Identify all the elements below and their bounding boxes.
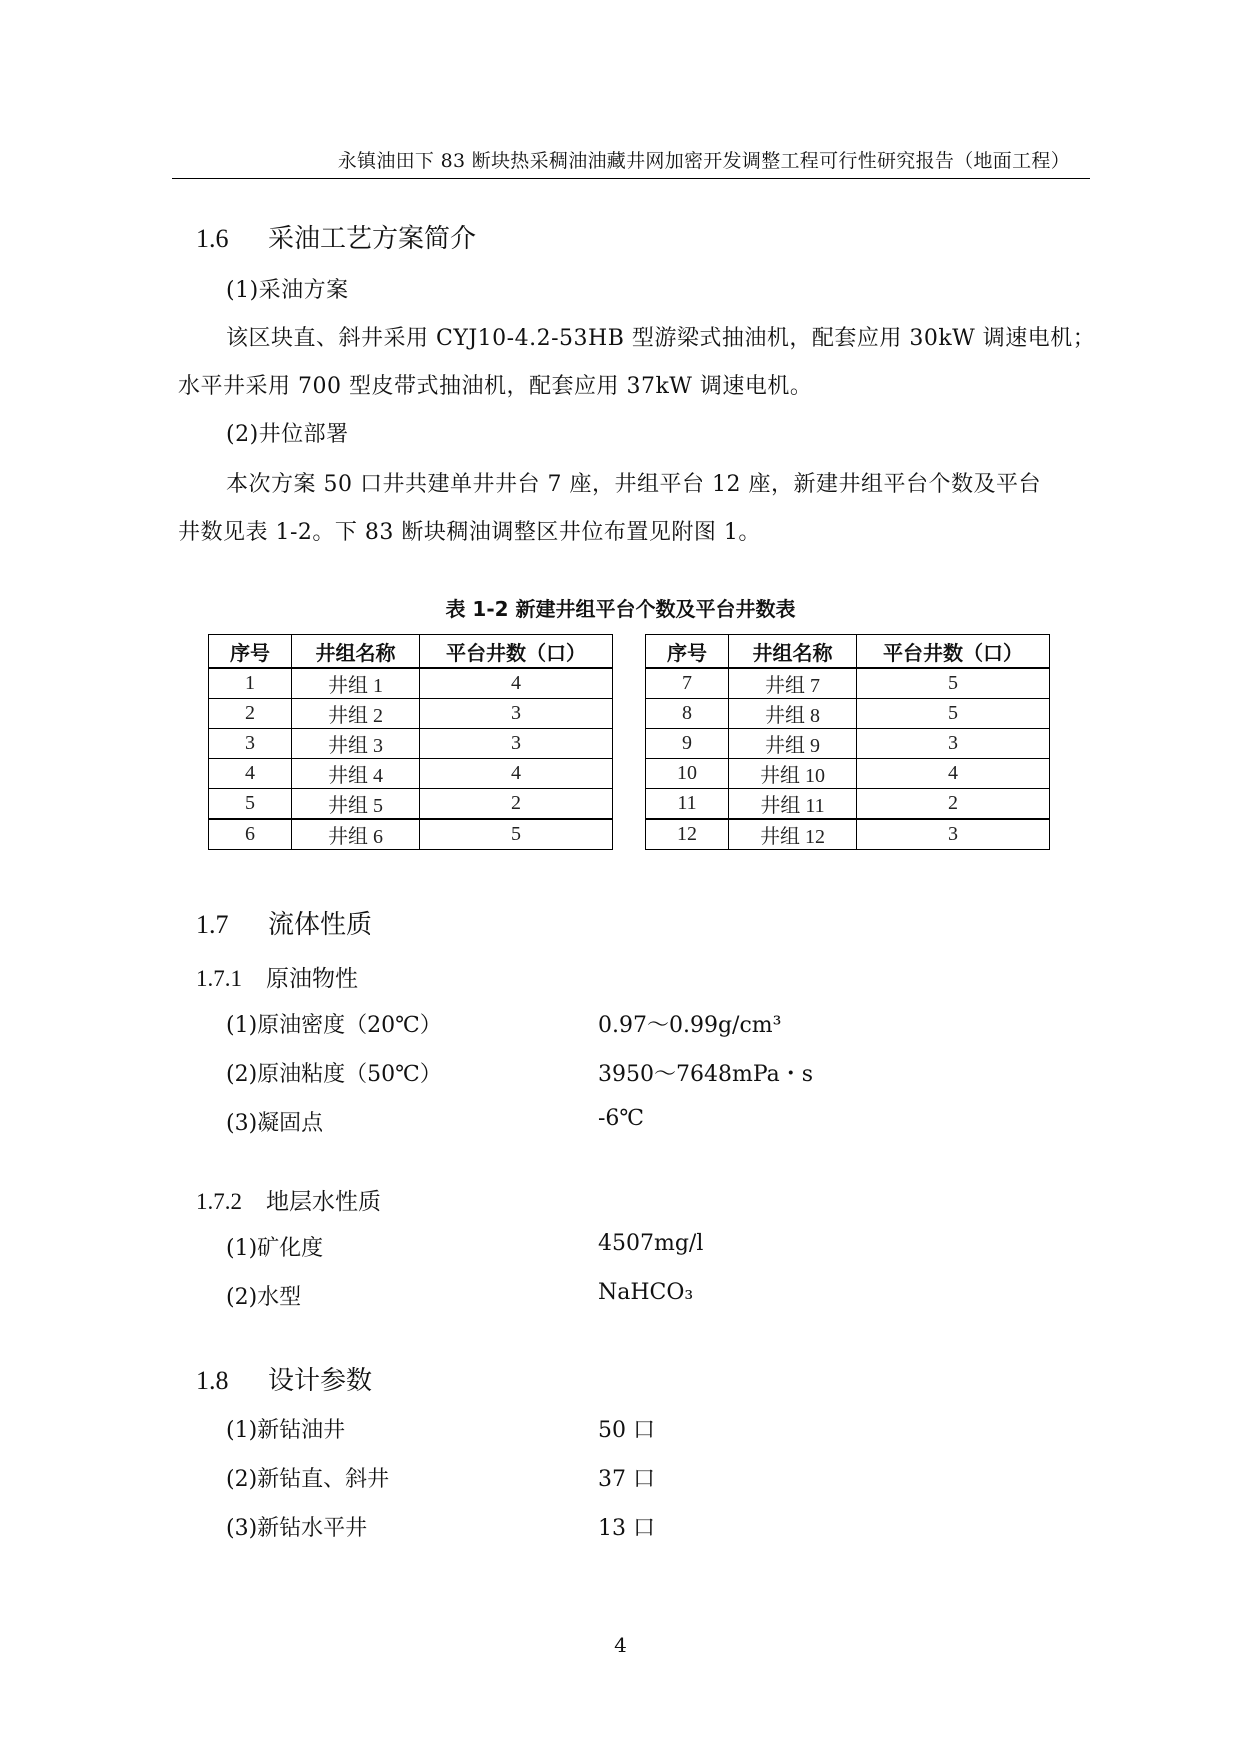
table-row (646, 729, 1050, 759)
table-cell: 12 (646, 819, 729, 850)
paragraph-line: 本次方案 50 口井共建单井井台 7 座，井组平台 12 座，新建井组平台个数及平台 (226, 472, 1041, 497)
property-label: (1)矿化度 (226, 1236, 324, 1261)
table-cell: 11 (646, 789, 729, 820)
table-cell: 5 (857, 668, 1050, 699)
table-row (646, 699, 1050, 729)
subheading-well-deployment: (2)井位部署 (226, 422, 349, 447)
column-header: 平台井数（口） (420, 635, 613, 669)
paragraph-line: 该区块直、斜井采用 CYJ10-4.2-53HB 型游梁式抽油机，配套应用 30kW 调速电机； (226, 326, 1096, 351)
table-cell: 井组 10 (729, 759, 857, 789)
column-header: 井组名称 (292, 635, 420, 669)
parameter-value: 50 口 (598, 1418, 655, 1443)
parameter-label: (1)新钻油井 (226, 1418, 346, 1443)
parameter-label: (2)新钻直、斜井 (226, 1467, 390, 1492)
table-row (209, 819, 613, 850)
table-cell: 5 (420, 819, 613, 850)
subsection-title: 原油物性 (266, 966, 358, 992)
table-header-row (209, 635, 613, 669)
property-label: (2)水型 (226, 1285, 302, 1310)
table-cell: 3 (857, 819, 1050, 850)
table-cell: 井组 5 (292, 789, 420, 820)
table-cell: 井组 8 (729, 699, 857, 729)
well-platform-table-right (645, 634, 1050, 850)
property-value: -6℃ (598, 1106, 645, 1131)
section-title: 设计参数 (268, 1366, 373, 1396)
property-value: 3950～7648mPa・s (598, 1062, 814, 1087)
page-number: 4 (614, 1633, 627, 1657)
section-heading-1-7 (196, 904, 372, 941)
property-label: (3)凝固点 (226, 1111, 324, 1136)
property-value: 0.97～0.99g/cm³ (598, 1013, 782, 1038)
table-cell: 井组 7 (729, 668, 857, 699)
subsection-title: 地层水性质 (266, 1189, 381, 1215)
table-cell: 2 (857, 789, 1050, 820)
table-cell: 4 (420, 759, 613, 789)
section-number: 1.6 (196, 224, 229, 253)
table-row (646, 789, 1050, 820)
table-cell: 5 (209, 789, 292, 820)
section-number: 1.8 (196, 1366, 229, 1395)
column-header: 平台井数（口） (857, 635, 1050, 669)
table-cell: 2 (420, 789, 613, 820)
table-cell: 井组 4 (292, 759, 420, 789)
table-cell: 5 (857, 699, 1050, 729)
table-row (209, 759, 613, 789)
table-cell: 3 (857, 729, 1050, 759)
parameter-label: (3)新钻水平井 (226, 1516, 368, 1541)
table-cell: 井组 9 (729, 729, 857, 759)
subsection-number: 1.7.2 (196, 1189, 242, 1214)
table-cell: 4 (857, 759, 1050, 789)
subsection-heading-1-7-1 (196, 960, 358, 993)
table-cell: 4 (209, 759, 292, 789)
table-cell: 井组 3 (292, 729, 420, 759)
paragraph-line: 水平井采用 700 型皮带式抽油机，配套应用 37kW 调速电机。 (178, 374, 813, 399)
table-row (209, 789, 613, 820)
paragraph-line: 井数见表 1-2。下 83 断块稠油调整区井位布置见附图 1。 (178, 520, 761, 545)
column-header: 序号 (646, 635, 729, 669)
table-row (646, 759, 1050, 789)
section-title: 采油工艺方案简介 (268, 224, 477, 254)
table-cell: 4 (420, 668, 613, 699)
table-cell: 7 (646, 668, 729, 699)
property-value: 4507mg/l (598, 1231, 704, 1256)
parameter-value: 13 口 (598, 1516, 655, 1541)
table-cell: 10 (646, 759, 729, 789)
table-row (209, 668, 613, 699)
section-heading-1-8 (196, 1360, 372, 1397)
subsection-number: 1.7.1 (196, 966, 242, 991)
table-cell: 1 (209, 668, 292, 699)
table-cell: 2 (209, 699, 292, 729)
table-cell: 8 (646, 699, 729, 729)
table-cell: 井组 11 (729, 789, 857, 820)
table-caption: 表 1-2 新建井组平台个数及平台井数表 (445, 597, 796, 621)
property-label: (2)原油粘度（50℃） (226, 1062, 442, 1087)
table-cell: 井组 12 (729, 819, 857, 850)
table-cell: 3 (420, 699, 613, 729)
column-header: 井组名称 (729, 635, 857, 669)
subheading-oil-scheme: (1)采油方案 (226, 278, 349, 303)
table-row (646, 819, 1050, 850)
well-platform-table-left (208, 634, 613, 850)
table-cell: 3 (209, 729, 292, 759)
table-cell: 3 (420, 729, 613, 759)
table-cell: 井组 1 (292, 668, 420, 699)
table-header-row (646, 635, 1050, 669)
column-header: 序号 (209, 635, 292, 669)
table-cell: 井组 6 (292, 819, 420, 850)
section-title: 流体性质 (268, 910, 373, 940)
parameter-value: 37 口 (598, 1467, 655, 1492)
property-label: (1)原油密度（20℃） (226, 1013, 442, 1038)
table-cell: 6 (209, 819, 292, 850)
table-cell: 9 (646, 729, 729, 759)
section-heading-1-6 (196, 218, 476, 255)
property-value: NaHCO₃ (598, 1280, 694, 1305)
running-header: 永镇油田下 83 断块热采稠油油藏井网加密开发调整工程可行性研究报告（地面工程） (337, 150, 1070, 172)
table-row (646, 668, 1050, 699)
subsection-heading-1-7-2 (196, 1183, 381, 1216)
table-cell: 井组 2 (292, 699, 420, 729)
section-number: 1.7 (196, 910, 229, 939)
table-row (209, 699, 613, 729)
header-rule (172, 178, 1090, 179)
table-row (209, 729, 613, 759)
